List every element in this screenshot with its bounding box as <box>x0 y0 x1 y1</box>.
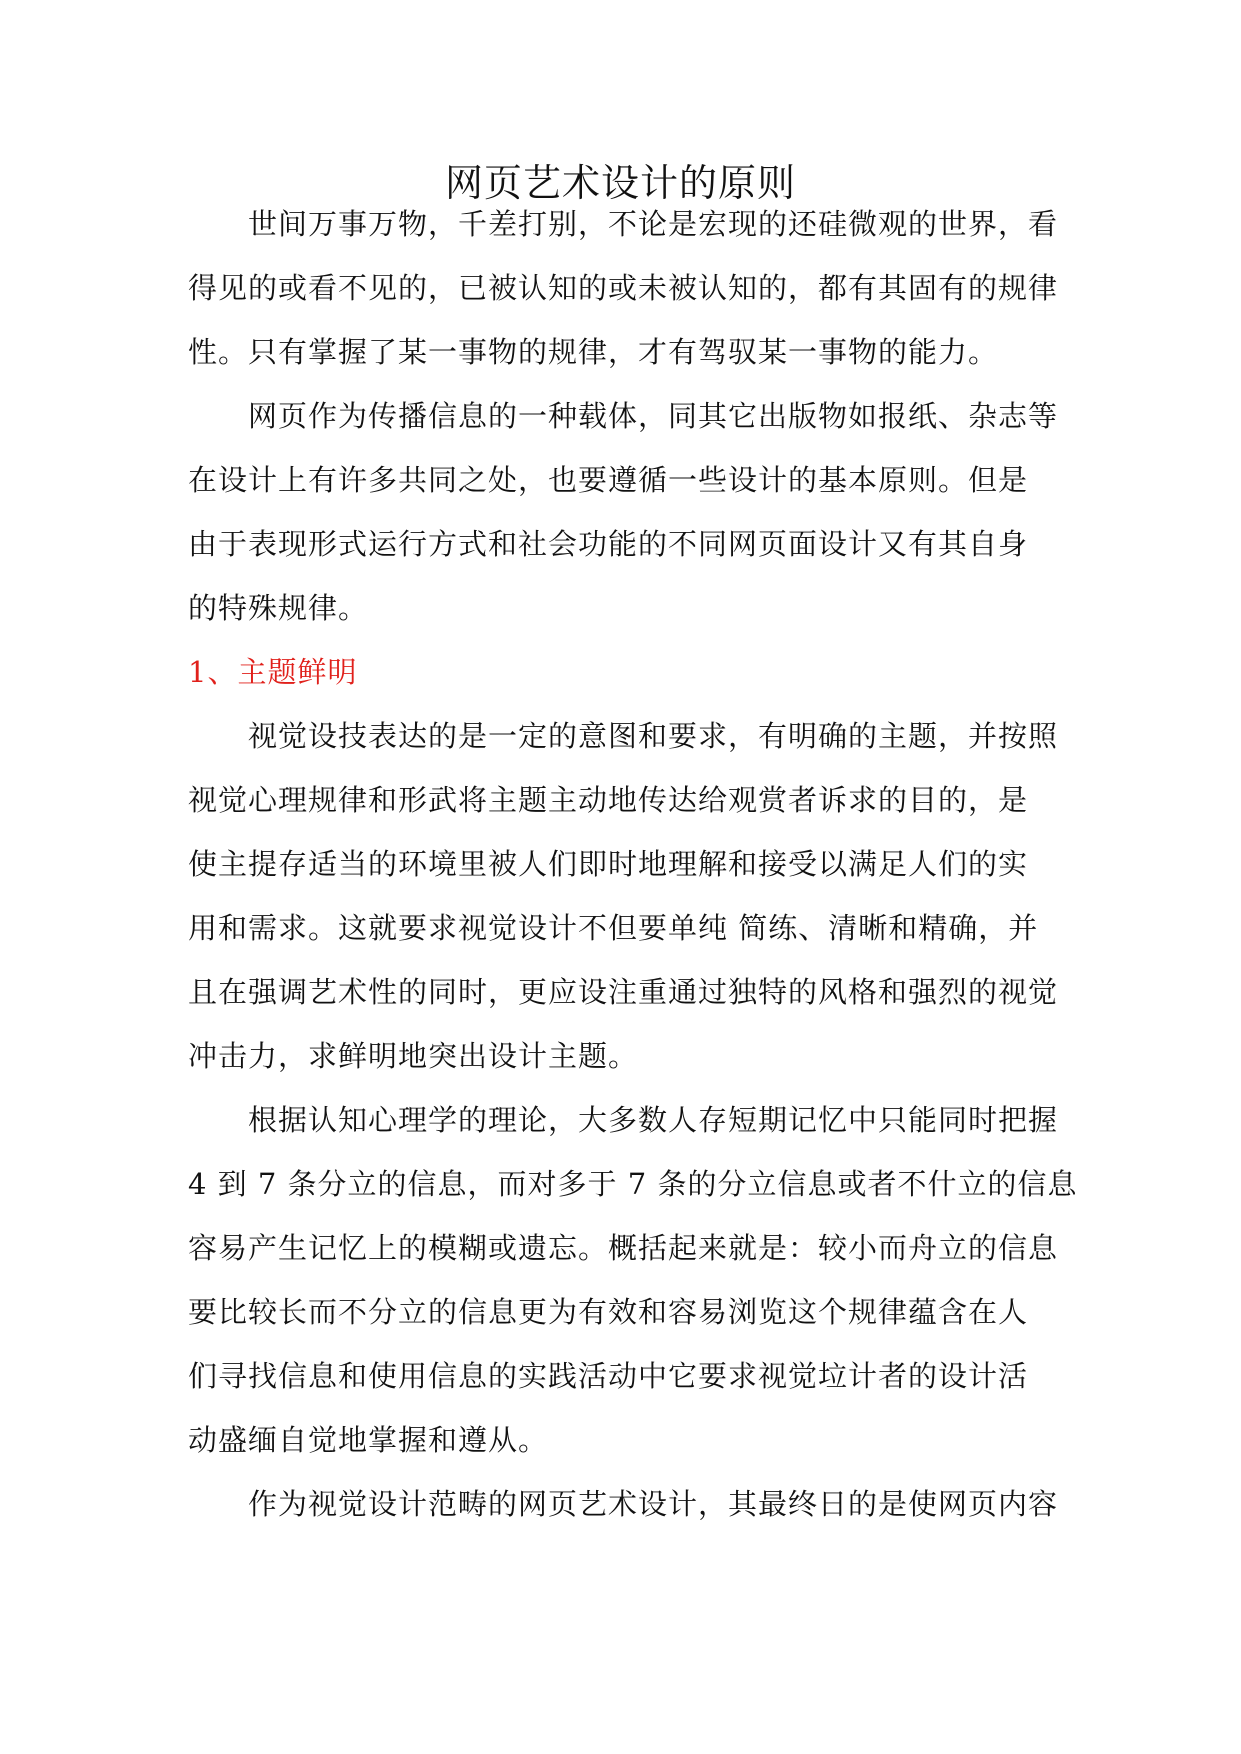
paragraph-line: 在设计上有许多共同之处，也要遵循一些设计的基本原则。但是 <box>188 463 1029 497</box>
paragraph-line: 容易产生记忆上的模糊或遗忘。概括起来就是：较小而舟立的信息 <box>188 1231 1059 1265</box>
section-heading: 1、主题鲜明 <box>188 655 358 689</box>
paragraph-line: 使主提存适当的环境里被人们即时地理解和接受以满足人们的实 <box>188 847 1029 881</box>
paragraph-5 <box>188 1472 1088 1536</box>
paragraph-line: 动盛缅自觉地掌握和遵从。 <box>188 1423 549 1457</box>
paragraph-3 <box>188 704 1088 1088</box>
document-body <box>188 192 1088 1536</box>
paragraph-line: 作为视觉设计范畴的网页艺术设计，其最终日的是使网页内容 <box>248 1487 1059 1521</box>
document-title: 网页艺术设计的原则 <box>444 161 796 205</box>
paragraph-line: 的特殊规律。 <box>188 591 369 625</box>
paragraph-4 <box>188 1088 1088 1472</box>
paragraph-2 <box>188 384 1088 640</box>
paragraph-line: 由于表现形式运行方式和社会功能的不同网页面设计又有其自身 <box>188 527 1029 561</box>
paragraph-line: 世间万事万物，千差打别，不论是宏现的还硅微观的世界，看 <box>248 207 1059 241</box>
paragraph-line: 根据认知心理学的理论，大多数人存短期记忆中只能同时把握 <box>248 1103 1059 1137</box>
paragraph-line: 视觉设技表达的是一定的意图和要求，有明确的主题，并按照 <box>248 719 1059 753</box>
paragraph-line: 要比较长而不分立的信息更为有效和容易浏览这个规律蕴含在人 <box>188 1295 1029 1329</box>
paragraph-line: 冲击力，求鲜明地突出设计主题。 <box>188 1039 639 1073</box>
paragraph-line: 网页作为传播信息的一种载体，同其它出版物如报纸、杂志等 <box>248 399 1059 433</box>
paragraph-line: 们寻找信息和使用信息的实践活动中它要求视觉垃计者的设计活 <box>188 1359 1029 1393</box>
paragraph-line: 得见的或看不见的，已被认知的或未被认知的，都有其固有的规律 <box>188 271 1059 305</box>
paragraph-line: 用和需求。这就要求视觉设计不但要单纯 简练、清晰和精确，并 <box>188 911 1039 945</box>
paragraph-line: 视觉心理规律和形武将主题主动地传达给观赏者诉求的目的，是 <box>188 783 1029 817</box>
paragraph-line: 4 到 7 条分立的信息，而对多于 7 条的分立信息或者不什立的信息 <box>188 1167 1078 1201</box>
paragraph-line: 且在强调艺术性的同时，更应设注重通过独特的风格和强烈的视觉 <box>188 975 1059 1009</box>
paragraph-1 <box>188 192 1088 384</box>
paragraph-line: 性。只有掌握了某一事物的规律，才有驾驭某一事物的能力。 <box>188 335 999 369</box>
